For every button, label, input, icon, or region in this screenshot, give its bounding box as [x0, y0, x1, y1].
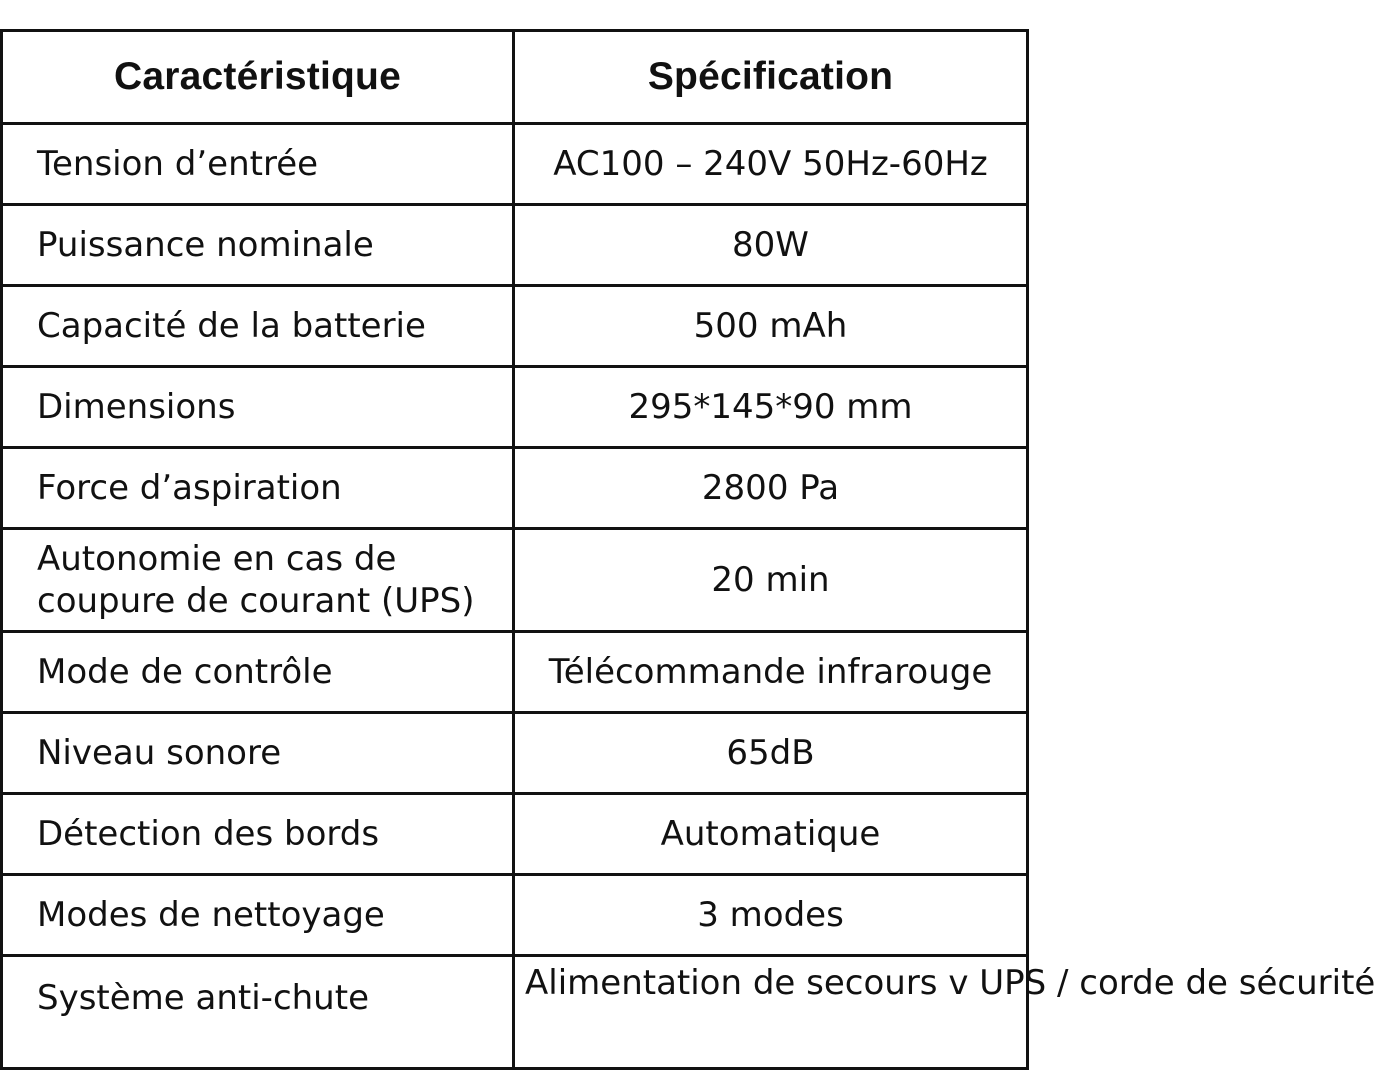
value-cell: 500 mAh [514, 286, 1028, 367]
feature-cell: Mode de contrôle [2, 632, 514, 713]
table-row [2, 124, 1028, 205]
table-row [2, 875, 1028, 956]
value-cell: 2800 Pa [514, 448, 1028, 529]
feature-cell: Modes de nettoyage [2, 875, 514, 956]
value-cell: AC100 – 240V 50Hz-60Hz [514, 124, 1028, 205]
table-row [2, 713, 1028, 794]
table-header [2, 31, 1028, 124]
feature-cell: Dimensions [2, 367, 514, 448]
table-row [2, 205, 1028, 286]
value-cell: 20 min [514, 529, 1028, 632]
feature-cell: Capacité de la batterie [2, 286, 514, 367]
feature-cell: Tension d’entrée [2, 124, 514, 205]
table-row [2, 632, 1028, 713]
value-cell: 295*145*90 mm [514, 367, 1028, 448]
header-feature: Caractéristique [2, 31, 514, 124]
table-row [2, 794, 1028, 875]
feature-cell: Détection des bords [2, 794, 514, 875]
value-cell: 3 modes [514, 875, 1028, 956]
header-specification: Spécification [514, 31, 1028, 124]
feature-cell: Force d’aspiration [2, 448, 514, 529]
value-cell: Télécommande infrarouge [514, 632, 1028, 713]
value-cell: 80W [514, 205, 1028, 286]
feature-cell: Puissance nominale [2, 205, 514, 286]
table-body [2, 124, 1375, 1069]
value-cell: Alimentation de secours v UPS / corde de sécurité [514, 956, 1028, 1069]
feature-cell: Système anti-chute [2, 956, 514, 1069]
value-cell: 65dB [514, 713, 1028, 794]
feature-cell: Niveau sonore [2, 713, 514, 794]
table-row [2, 956, 1028, 1069]
table-row [2, 448, 1028, 529]
table-row [2, 529, 1028, 632]
table-row [2, 367, 1028, 448]
header-row [2, 31, 1028, 124]
table-row [2, 286, 1028, 367]
specification-table [0, 29, 1375, 1070]
feature-cell: Autonomie en cas de coupure de courant (UPS) [2, 529, 514, 632]
value-cell: Automatique [514, 794, 1028, 875]
